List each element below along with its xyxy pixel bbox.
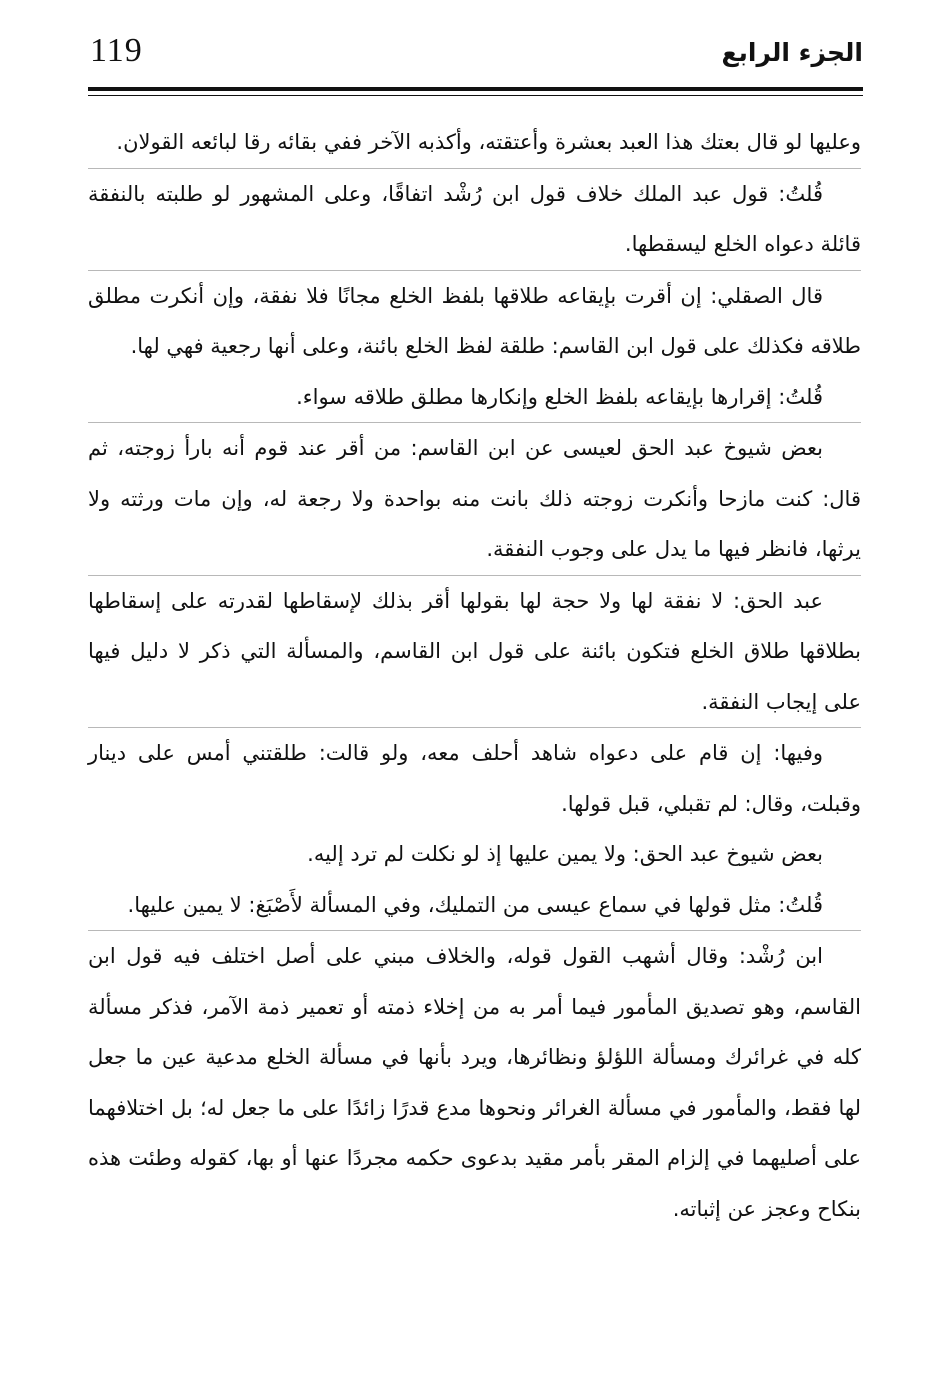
- paragraph-7: وفيها: إن قام على دعواه شاهد أحلف معه، ولو قالت: طلقتني أمس على دينار وقبلت، وقال: لم تقبلي، قبل قولها.: [88, 727, 861, 829]
- paragraph-4: قُلتُ: إقرارها بإيقاعه بلفظ الخلع وإنكارها مطلق طلاقه سواء.: [296, 384, 823, 409]
- page-number: 119: [90, 32, 143, 69]
- header-rule-thin: [88, 95, 863, 96]
- paragraph-9: قُلتُ: مثل قولها في سماع عيسى من التمليك، وفي المسألة لأَصْبَغ: لا يمين عليها.: [127, 892, 823, 917]
- paragraph-3: قال الصقلي: إن أقرت بإيقاعه طلاقها بلفظ الخلع مجانًا فلا نفقة، وإن أنكرت مطلق طلاقه فكذلك على قول ابن القاسم: طلقة لفظ الخلع بائنة، وعلى أنها رجعية فهي لها.: [88, 270, 861, 372]
- paragraph-1: وعليها لو قال بعتك هذا العبد بعشرة وأعتقته، وأكذبه الآخر ففي بقائه رقا لبائعه القولان.: [116, 130, 861, 154]
- paragraph-8: بعض شيوخ عبد الحق: ولا يمين عليها إذ لو نكلت لم ترد إليه.: [307, 842, 823, 866]
- paragraph-5: بعض شيوخ عبد الحق لعيسى عن ابن القاسم: من أقر عند قوم أنه بارأ زوجته، ثم قال: كنت مازحا وأنكرت زوجته ذلك بانت منه بواحدة ولا رجعة له، وإن مات ورثته ولا يرثها، فانظر فيها ما يدل على وجوب النفقة.: [88, 422, 861, 575]
- paragraph-6: عبد الحق: لا نفقة لها ولا حجة لها بقولها أقر بذلك لإسقاطها لقدرته على إسقاطها بطلاقها طلاق الخلع فتكون بائنة على قول ابن القاسم، والمسألة التي ذكر لا دليل فيها على إيجاب النفقة.: [88, 575, 861, 728]
- header-rule-thick: [88, 87, 863, 91]
- body-text: [88, 117, 861, 1234]
- paragraph-2: قُلتُ: قول عبد الملك خلاف قول ابن رُشْد اتفاقًا، وعلى المشهور لو طلبته بالنفقة قائلة دعواه الخلع ليسقطها.: [88, 168, 861, 270]
- page-header: [88, 28, 863, 88]
- running-title: الجزء الرابع: [721, 38, 863, 67]
- paragraph-10: ابن رُشْد: وقال أشهب القول قوله، والخلاف مبني على أصل اختلف فيه قول ابن القاسم، وهو تصديق المأمور فيما أمر به من إخلاء ذمته أو تعمير ذمة الآمر، فذكر مسألة كله في غرائرك ومسألة اللؤلؤ ونظائرها، ويرد بأنها في مسألة الخلع مدعية عين ما جعل لها فقط، والمأمور في مسألة الغرائر ونحوها مدع قدرًا زائدًا على ما جعل له؛ بل اختلافهما على أصليهما في إلزام المقر بأمر مقيد بدعوى حكمه مجردًا عنها أو بها، كقوله وطئت هذه بنكاح وعجز عن إثباته.: [88, 930, 861, 1234]
